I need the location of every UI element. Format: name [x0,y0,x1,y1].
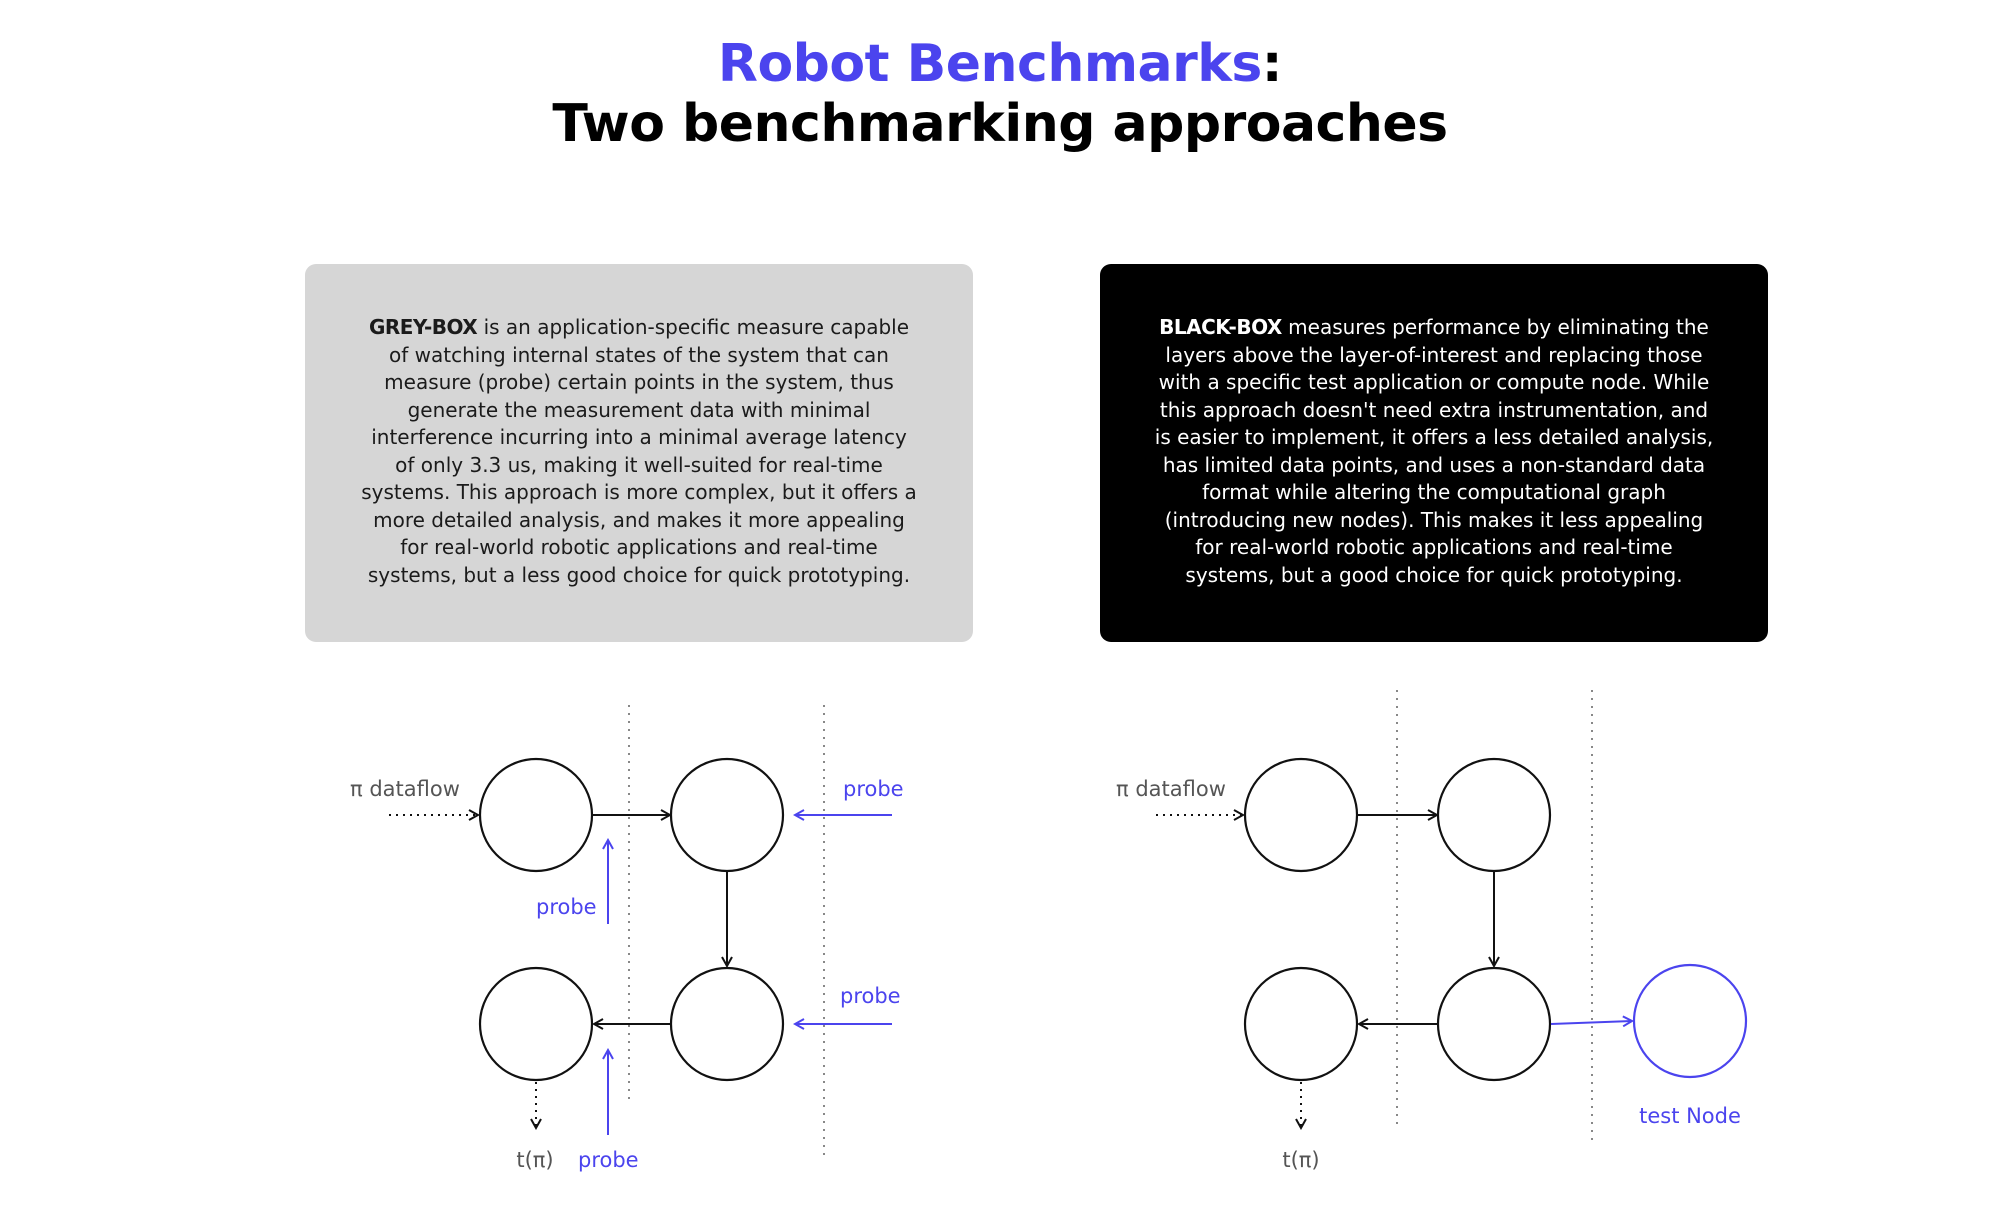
test-node-edge [1551,1021,1632,1024]
grey-box-lead: GREY-BOX [368,315,478,339]
grey-probe-label-bottom: probe [578,1148,639,1172]
black-output-label: t(π) [1282,1148,1320,1172]
black-node-top-left [1245,759,1357,871]
test-node-label: test Node [1639,1104,1741,1128]
black-node-top-right [1438,759,1550,871]
grey-box-description: is an application-specific measure capable of watching internal states of the system that can measure (probe) certain points in the system, thus generate the measurement data with minimal interference incurring into a minimal average latency of only 3.3 us, making it well-suited for real-time systems. This approach is more complex, but it offers a more detailed analysis, and makes it more appealing for real-world robotic applications and real-time systems, but a less good choice for quick prototyping. [361,315,917,587]
grey-node-bottom-left [480,968,592,1080]
grey-output-label: t(π) [516,1148,554,1172]
title-subtitle: Two benchmarking approaches [552,94,1448,154]
grey-node-top-right [671,759,783,871]
grey-dataflow-label: π dataflow [350,777,460,801]
grey-probe-label-mid-left: probe [536,895,597,919]
black-node-bottom-left [1245,968,1357,1080]
grey-probe-label-top-right: probe [843,777,904,801]
test-node [1634,965,1746,1077]
grey-node-bottom-right [671,968,783,1080]
black-box-description: measures performance by eliminating the layers above the layer-of-interest and replacing those with a specific test application or compute node. While this approach doesn't need extra instrumentation, and is easier to implement, it offers a less detailed analysis, has limited data points, and uses a non-standard data format while altering the computational graph (introducing new nodes). This makes it less appealing for real-world robotic applications and real-time systems, but a good choice for quick prototyping. [1154,315,1714,587]
grey-node-top-left [480,759,592,871]
black-box-lead: BLACK-BOX [1159,315,1282,339]
title-colon: : [1261,34,1283,94]
grey-box-diagram [350,705,904,1172]
title-brand: Robot Benchmarks [717,34,1262,94]
black-dataflow-label: π dataflow [1116,777,1226,801]
grey-probe-label-mid-right: probe [840,984,901,1008]
black-box-diagram [1116,690,1746,1172]
black-node-bottom-right [1438,968,1550,1080]
